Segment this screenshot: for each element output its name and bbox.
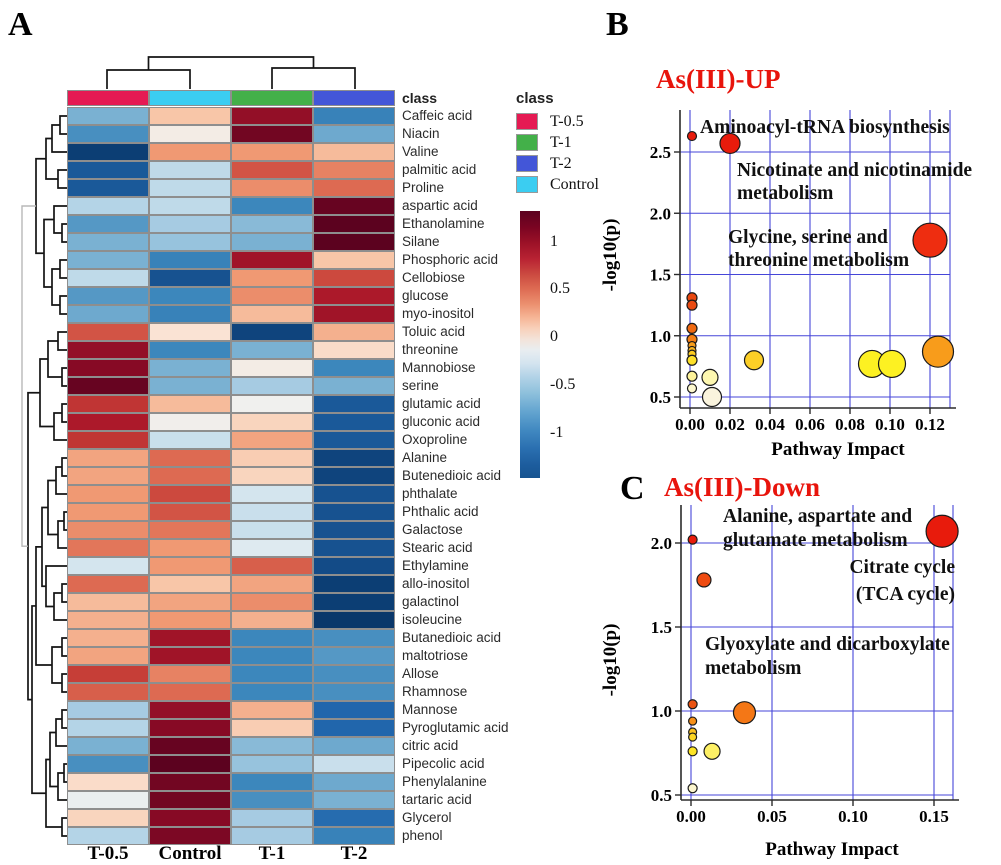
heatmap-cell — [231, 287, 313, 305]
heatmap-row-label: palmitic acid — [402, 162, 477, 177]
heatmap-row-label: Mannobiose — [402, 360, 476, 375]
heatmap-cell — [149, 359, 231, 377]
heatmap-cell — [67, 197, 149, 215]
heatmap-cell — [67, 449, 149, 467]
heatmap-row-label: myo-inositol — [402, 306, 475, 321]
heatmap-cell — [67, 287, 149, 305]
heatmap-cell — [149, 755, 231, 773]
heatmap-cell — [313, 323, 395, 341]
heatmap-cell — [313, 665, 395, 683]
heatmap-cell — [149, 791, 231, 809]
heatmap-column-label: T-2 — [340, 843, 368, 864]
x-tick-label: 0.00 — [676, 807, 706, 826]
heatmap-cell — [313, 611, 395, 629]
heatmap-cell — [313, 251, 395, 269]
x-axis-title: Pathway Impact — [765, 839, 899, 860]
heatmap-cell — [313, 575, 395, 593]
pathway-plot-down — [600, 470, 1001, 865]
x-tick-label: 0.15 — [919, 807, 949, 826]
heatmap-cell — [313, 431, 395, 449]
pathway-bubble — [688, 132, 697, 141]
panel-c-title: As(III)-Down — [664, 472, 821, 502]
pathway-plot-up — [600, 0, 1001, 470]
heatmap-cell — [231, 359, 313, 377]
heatmap-row-label: Niacin — [402, 126, 440, 141]
heatmap-column-label: T-1 — [258, 843, 286, 864]
pathway-bubble — [913, 223, 947, 257]
heatmap-class-bar — [67, 90, 395, 106]
heatmap-cell — [231, 773, 313, 791]
heatmap-cell — [231, 755, 313, 773]
y-tick-label: 2.5 — [649, 143, 671, 162]
heatmap-cell — [231, 485, 313, 503]
pathway-bubble — [923, 336, 954, 367]
heatmap-cell — [231, 647, 313, 665]
panel-b-label: B — [606, 6, 629, 43]
y-tick-label: 2.0 — [649, 204, 671, 224]
pathway-bubble — [688, 535, 697, 544]
class-legend-swatch — [516, 155, 538, 172]
heatmap-row-label: serine — [402, 378, 439, 393]
heatmap-row-label: tartaric acid — [402, 792, 472, 807]
heatmap-cell — [67, 665, 149, 683]
heatmap-cell — [149, 233, 231, 251]
heatmap-cell — [67, 503, 149, 521]
heatmap-cell — [67, 161, 149, 179]
heatmap-cell — [67, 485, 149, 503]
heatmap-cell — [67, 179, 149, 197]
y-tick-label: 0.5 — [649, 388, 671, 407]
heatmap-cell — [67, 251, 149, 269]
heatmap-cell — [67, 629, 149, 647]
class-bar-cell — [313, 90, 395, 106]
pathway-annotation: threonine metabolism — [728, 250, 910, 271]
heatmap-cell — [149, 215, 231, 233]
heatmap-row-label: glutamic acid — [402, 396, 481, 411]
heatmap-cell — [231, 701, 313, 719]
pathway-bubble — [733, 702, 755, 724]
heatmap-cell — [313, 683, 395, 701]
heatmap-cell — [231, 521, 313, 539]
pathway-bubble — [687, 323, 697, 333]
pathway-bubble — [697, 573, 711, 587]
heatmap-row-label: Galactose — [402, 522, 463, 537]
pathway-annotation: Aminoacyl-tRNA biosynthesis — [700, 117, 950, 138]
heatmap-cell — [313, 719, 395, 737]
heatmap-cell — [231, 431, 313, 449]
heatmap-class-track-label: class — [402, 90, 438, 106]
heatmap-cell — [231, 377, 313, 395]
class-legend-swatch — [516, 176, 538, 193]
heatmap-cell — [67, 683, 149, 701]
class-bar-cell — [149, 90, 231, 106]
x-tick-label: 0.10 — [838, 807, 868, 826]
heatmap-row-label: Phthalic acid — [402, 504, 479, 519]
colorbar-tick-label: 0.5 — [550, 280, 570, 298]
heatmap-cell — [313, 521, 395, 539]
heatmap-cell — [67, 773, 149, 791]
heatmap-row-label: maltotriose — [402, 648, 469, 663]
heatmap-cell — [313, 539, 395, 557]
heatmap-cell — [149, 197, 231, 215]
heatmap-cell — [231, 269, 313, 287]
heatmap-cell — [67, 539, 149, 557]
y-tick-label: 1.0 — [649, 326, 671, 346]
heatmap-cell — [313, 791, 395, 809]
y-axis-title: -log10(p) — [600, 218, 621, 292]
heatmap-row-label: Toluic acid — [402, 324, 466, 339]
x-tick-label: 0.10 — [875, 415, 905, 434]
heatmap-cell — [231, 197, 313, 215]
heatmap-cell — [313, 647, 395, 665]
heatmap-cell — [149, 179, 231, 197]
pathway-bubble — [704, 743, 720, 759]
heatmap-cell — [149, 143, 231, 161]
heatmap-cell — [149, 305, 231, 323]
class-legend-label: T-1 — [550, 133, 572, 151]
heatmap-cell — [67, 395, 149, 413]
heatmap-cell — [313, 287, 395, 305]
heatmap-cell — [67, 341, 149, 359]
heatmap-row-label: threonine — [402, 342, 459, 357]
x-tick-label: 0.06 — [795, 415, 825, 434]
heatmap-cell — [67, 791, 149, 809]
panel-c-label: C — [620, 470, 645, 507]
x-tick-label: 0.04 — [755, 415, 785, 434]
pathway-bubble — [879, 350, 906, 377]
heatmap-cell — [67, 647, 149, 665]
heatmap-row-label: Ethanolamine — [402, 216, 485, 231]
heatmap-cell — [67, 215, 149, 233]
heatmap-cell — [313, 737, 395, 755]
heatmap-cell — [149, 449, 231, 467]
heatmap-cell — [67, 755, 149, 773]
heatmap-cell — [313, 359, 395, 377]
heatmap-row-label: Silane — [402, 234, 440, 249]
heatmap-cell — [149, 431, 231, 449]
heatmap-cell — [67, 143, 149, 161]
heatmap-cell — [231, 233, 313, 251]
heatmap-cell — [149, 683, 231, 701]
y-tick-label: 1.0 — [650, 702, 672, 721]
heatmap-cell — [149, 377, 231, 395]
heatmap-cell — [149, 773, 231, 791]
heatmap-row-label: Allose — [402, 666, 439, 681]
pathway-annotation: Nicotinate and nicotinamide — [737, 160, 973, 181]
heatmap-row-label: glucose — [402, 288, 449, 303]
heatmap-cell — [231, 539, 313, 557]
heatmap-cell — [67, 431, 149, 449]
heatmap-cell — [313, 143, 395, 161]
y-tick-label: 1.5 — [650, 618, 672, 637]
heatmap-cell — [67, 557, 149, 575]
heatmap-row-label: Rhamnose — [402, 684, 468, 699]
x-axis-title: Pathway Impact — [771, 439, 905, 460]
class-legend-label: Control — [550, 175, 599, 193]
heatmap-cell — [67, 521, 149, 539]
heatmap-cell — [313, 503, 395, 521]
pathway-annotation: glutamate metabolism — [723, 530, 908, 551]
colorbar-tick-label: 0 — [550, 328, 558, 346]
pathway-bubble — [688, 747, 697, 756]
heatmap-cell — [67, 575, 149, 593]
y-tick-label: 2.0 — [650, 534, 672, 553]
heatmap-cell — [67, 809, 149, 827]
heatmap-row-label: Valine — [402, 144, 439, 159]
heatmap-row-label: isoleucine — [402, 612, 463, 627]
heatmap-row-label: Caffeic acid — [402, 108, 473, 123]
heatmap-cell — [67, 323, 149, 341]
heatmap-cell — [313, 233, 395, 251]
heatmap-cell — [67, 233, 149, 251]
heatmap-cell — [231, 467, 313, 485]
heatmap-cell — [149, 809, 231, 827]
pathway-bubble — [702, 369, 718, 385]
heatmap-cell — [149, 665, 231, 683]
x-tick-label: 0.08 — [835, 415, 865, 434]
heatmap-cell — [231, 449, 313, 467]
heatmap-row-label: Pyroglutamic acid — [402, 720, 509, 735]
heatmap-cell — [231, 107, 313, 125]
heatmap-cell — [149, 611, 231, 629]
y-axis-title: -log10(p) — [600, 623, 621, 697]
heatmap-row-label: Butanedioic acid — [402, 630, 502, 645]
heatmap-cell — [231, 503, 313, 521]
heatmap-cell — [313, 755, 395, 773]
heatmap-cell — [231, 305, 313, 323]
class-legend-item — [516, 153, 599, 174]
class-legend-title: class — [516, 90, 554, 107]
heatmap-cell — [149, 557, 231, 575]
class-legend-item — [516, 111, 599, 132]
pathway-annotation: (TCA cycle) — [855, 584, 955, 605]
heatmap-row-label: Mannose — [402, 702, 458, 717]
heatmap-cell — [231, 791, 313, 809]
pathway-bubble — [687, 300, 697, 310]
pathway-annotation: metabolism — [705, 658, 802, 679]
heatmap-column-label: Control — [158, 843, 222, 864]
heatmap-cell — [149, 701, 231, 719]
heatmap-cell — [149, 287, 231, 305]
heatmap-cell — [313, 107, 395, 125]
heatmap-column-label: T-0.5 — [87, 843, 129, 864]
pathway-bubble — [689, 717, 697, 725]
heatmap-cell — [67, 269, 149, 287]
x-tick-label: 0.02 — [715, 415, 745, 434]
heatmap-cell — [149, 341, 231, 359]
x-tick-label: 0.12 — [915, 415, 945, 434]
heatmap-cell — [231, 557, 313, 575]
heatmap-cell — [67, 737, 149, 755]
heatmap-cell — [149, 269, 231, 287]
pathway-annotation: Glycine, serine and — [728, 227, 888, 248]
heatmap-cell — [231, 341, 313, 359]
heatmap-cell — [231, 575, 313, 593]
heatmap-cell — [231, 179, 313, 197]
panel-a-label: A — [8, 6, 33, 43]
heatmap-cell — [67, 611, 149, 629]
pathway-bubble — [687, 371, 697, 381]
heatmap-cell — [231, 323, 313, 341]
heatmap-row-label: galactinol — [402, 594, 460, 609]
heatmap-row-label: Phosphoric acid — [402, 252, 499, 267]
heatmap-cell — [313, 197, 395, 215]
class-legend-item — [516, 132, 599, 153]
heatmap-row-label: phenol — [402, 828, 443, 843]
heatmap-cell — [313, 773, 395, 791]
heatmap-cell — [313, 179, 395, 197]
heatmap-cell — [313, 215, 395, 233]
panel-b-title: As(III)-UP — [656, 64, 781, 94]
heatmap-cell — [149, 413, 231, 431]
heatmap-cell — [149, 503, 231, 521]
heatmap-cell — [149, 467, 231, 485]
pathway-annotation: Citrate cycle — [849, 557, 955, 578]
heatmap-cell — [313, 467, 395, 485]
heatmap-cell — [149, 323, 231, 341]
heatmap-cell — [67, 125, 149, 143]
heatmap-cell — [313, 377, 395, 395]
heatmap-row-label: Oxoproline — [402, 432, 468, 447]
heatmap-cell — [67, 107, 149, 125]
heatmap-cell — [231, 683, 313, 701]
colorbar-tick-label: 1 — [550, 232, 558, 250]
heatmap-cell — [67, 413, 149, 431]
heatmap-cell — [67, 719, 149, 737]
pathway-annotation: metabolism — [737, 183, 834, 204]
heatmap-row-label: Glycerol — [402, 810, 452, 825]
heatmap-cell — [67, 701, 149, 719]
y-tick-label: 0.5 — [650, 786, 672, 805]
heatmap-cell — [149, 251, 231, 269]
heatmap-cell — [67, 377, 149, 395]
pathway-bubble — [926, 515, 958, 547]
x-tick-label: 0.00 — [675, 415, 705, 434]
heatmap-cell — [149, 575, 231, 593]
heatmap-cell — [313, 161, 395, 179]
pathway-bubble — [703, 388, 722, 407]
x-tick-label: 0.05 — [757, 807, 787, 826]
colorbar-tick-label: -1 — [550, 424, 564, 442]
heatmap-cell — [313, 629, 395, 647]
heatmap-cell — [231, 593, 313, 611]
class-bar-cell — [67, 90, 149, 106]
heatmap-row-label: Alanine — [402, 450, 448, 465]
heatmap-cell — [149, 521, 231, 539]
heatmap-cell — [313, 809, 395, 827]
heatmap-cell — [67, 467, 149, 485]
class-legend-swatch — [516, 113, 538, 130]
heatmap-cell — [149, 395, 231, 413]
heatmap-cell — [149, 737, 231, 755]
heatmap-cell — [231, 251, 313, 269]
heatmap-cell — [313, 305, 395, 323]
heatmap-row-label: allo-inositol — [402, 576, 470, 591]
heatmap-cell — [149, 647, 231, 665]
heatmap-cell — [231, 629, 313, 647]
heatmap-row-label: Stearic acid — [402, 540, 473, 555]
heatmap-cell — [231, 719, 313, 737]
heatmap-cell — [231, 611, 313, 629]
heatmap-cell — [149, 485, 231, 503]
heatmap-cell — [231, 125, 313, 143]
pathway-bubble — [689, 733, 697, 741]
heatmap-cell — [313, 125, 395, 143]
pathway-bubble — [688, 700, 697, 709]
heatmap-cell — [313, 413, 395, 431]
heatmap-row-label: Cellobiose — [402, 270, 466, 285]
heatmap-row-label: Butenedioic acid — [402, 468, 502, 483]
heatmap-cell — [149, 161, 231, 179]
heatmap-cell — [231, 413, 313, 431]
colorbar-tick-label: -0.5 — [550, 376, 576, 394]
heatmap-cell — [231, 665, 313, 683]
heatmap-cell — [313, 557, 395, 575]
heatmap-cell — [149, 125, 231, 143]
heatmap-cell — [67, 359, 149, 377]
heatmap-cell — [313, 593, 395, 611]
heatmap-grid — [67, 107, 395, 845]
heatmap-row-label: Proline — [402, 180, 445, 195]
heatmap-row-label: aspartic acid — [402, 198, 478, 213]
heatmap-cell — [149, 539, 231, 557]
heatmap-cell — [231, 215, 313, 233]
heatmap-cell — [231, 143, 313, 161]
pathway-bubble — [745, 351, 764, 370]
heatmap-cell — [149, 629, 231, 647]
heatmap-row-labels — [402, 107, 509, 845]
pathway-bubble — [688, 784, 697, 793]
heatmap-colorbar — [520, 211, 540, 478]
class-legend-label: T-0.5 — [550, 112, 584, 130]
pathway-annotation: Alanine, aspartate and — [723, 506, 913, 527]
class-legend — [516, 90, 599, 195]
heatmap-row-label: phthalate — [402, 486, 458, 501]
heatmap-row-label: Ethylamine — [402, 558, 469, 573]
heatmap-cell — [313, 701, 395, 719]
heatmap-row-label: Pipecolic acid — [402, 756, 485, 771]
heatmap-row-label: Phenylalanine — [402, 774, 487, 789]
heatmap-cell — [67, 593, 149, 611]
y-tick-label: 1.5 — [649, 265, 671, 285]
heatmap-cell — [313, 449, 395, 467]
heatmap-row-label: gluconic acid — [402, 414, 481, 429]
heatmap-cell — [67, 305, 149, 323]
heatmap-cell — [313, 395, 395, 413]
pathway-annotation: Glyoxylate and dicarboxylate — [705, 634, 950, 655]
heatmap-cell — [149, 107, 231, 125]
class-legend-item — [516, 174, 599, 195]
heatmap-cell — [231, 395, 313, 413]
class-bar-cell — [231, 90, 313, 106]
heatmap-cell — [313, 485, 395, 503]
heatmap-cell — [313, 269, 395, 287]
heatmap-cell — [231, 809, 313, 827]
pathway-bubble — [688, 384, 697, 393]
heatmap-cell — [149, 719, 231, 737]
heatmap-cell — [149, 593, 231, 611]
class-legend-label: T-2 — [550, 154, 572, 172]
heatmap-row-label: citric acid — [402, 738, 459, 753]
heatmap-cell — [231, 161, 313, 179]
pathway-bubble — [687, 355, 697, 365]
heatmap-cell — [313, 341, 395, 359]
class-legend-swatch — [516, 134, 538, 151]
heatmap-cell — [231, 737, 313, 755]
